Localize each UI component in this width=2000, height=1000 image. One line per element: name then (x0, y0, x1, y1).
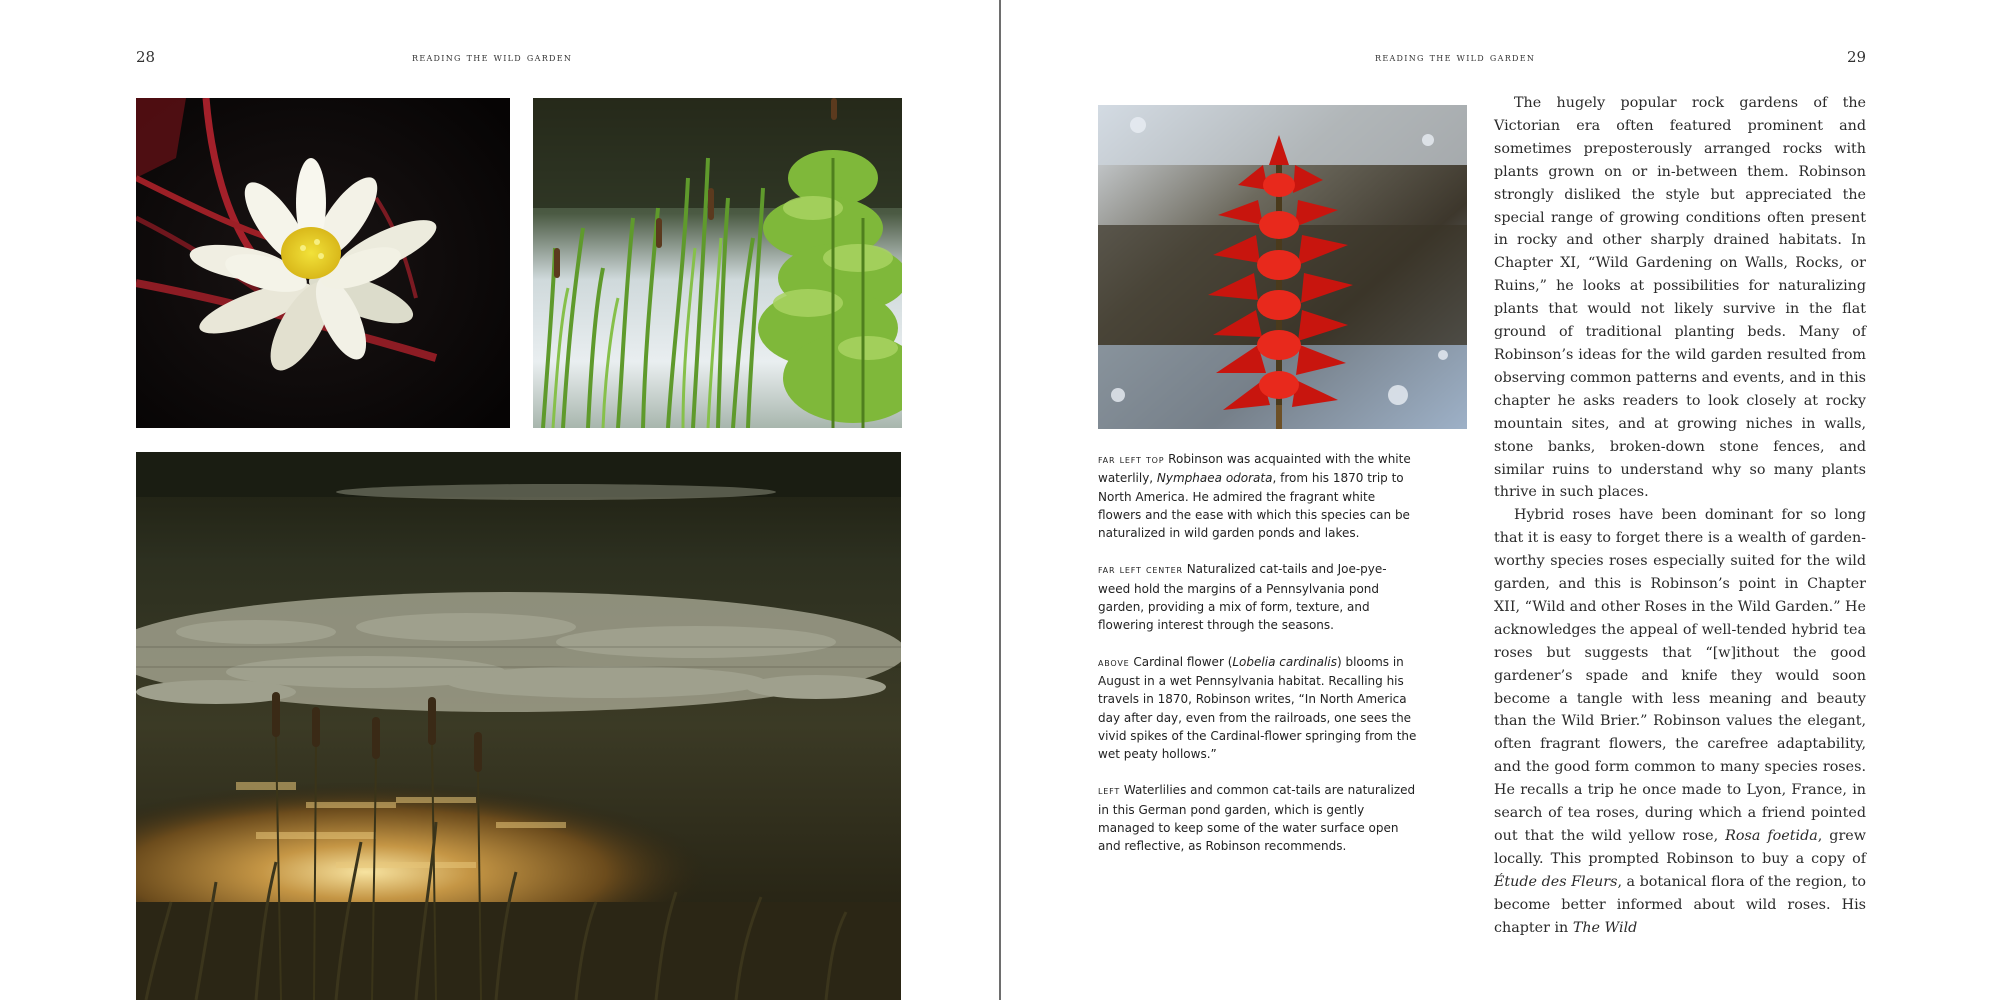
species-name: Rosa foetida (1725, 828, 1818, 844)
right-page (1001, 0, 2000, 1000)
caption-text: Robinson was acquainted with the white waterlily, (1098, 452, 1411, 486)
caption-label: left (1098, 784, 1121, 798)
caption-label: above (1098, 655, 1130, 669)
caption-left (1098, 781, 1418, 855)
caption-species-name: Lobelia cardinalis (1232, 654, 1337, 669)
paragraph-text: Hybrid roses have been dominant for so long that it is easy to forget there is a wealth of garden-worthy species roses especially suited for the wild garden, and this is Robinson’s point in Chapter XII, “Wild and other Roses in the Wild Garden.” He acknowledges the appeal of well-tended hybrid tea roses but suggests that “[w]ithout the good gardener’s spade and knife they would soon become a tangle with less meaning and beauty than the Wild Brier.” Robinson values the elegant, often fragrant flowers, the carefree adaptability, and the good form common to many species roses. He recalls a trip he once made to Lyon, France, in search of tea roses, during which a friend pointed out that the wild yellow rose, (1494, 507, 1866, 844)
body-text-column (1494, 92, 1866, 940)
paragraph-text: The hugely popular rock gardens of the Victorian era often featured prominent and sometimes preposterously arranged rocks with plants grown on or in-between them. Robinson strongly disliked the style but appreciated the special range of growing conditions often present in rocky and other sharply drained habitats. In Chapter XI, “Wild Gardening on Walls, Rocks, or Ruins,” he looks at possibilities for naturalizing plants that would not likely survive in the flat ground of traditional planting beds. Many of Robinson’s ideas for the wild garden resulted from observing common patterns and events, and in this chapter he asks readers to look closely at rocky mountain sites, and at growing niches in walls, stone banks, broken-down stone fences, and similar ruins to understand why so many plants thrive in such places. (1494, 95, 1867, 501)
cardinal-flower-photo (1098, 105, 1467, 429)
left-page (0, 0, 999, 1000)
caption-above (1098, 653, 1418, 764)
caption-species-name: Nymphaea odorata (1156, 471, 1273, 486)
page-number-left: 28 (136, 48, 156, 66)
caption-text: Waterlilies and common cat-tails are naturalized in this German pond garden, which is gently managed to keep some of the water surface open and reflective, as Robinson recommends. (1098, 783, 1416, 854)
page-number-right: 29 (1847, 48, 1867, 66)
caption-label: far left center (1098, 563, 1183, 577)
caption-label: far left top (1098, 453, 1165, 466)
body-paragraph (1494, 92, 1866, 504)
caption-text: Cardinal flower ( (1129, 654, 1233, 669)
book-title: Étude des Fleurs (1494, 873, 1618, 890)
photo-captions (1098, 450, 1418, 874)
waterlily-photo (136, 98, 510, 428)
paragraph-text: , grew locally. This prompted Robinson to buy a copy of (1494, 828, 1866, 867)
caption-text: ) blooms in August in a wet Pennsylvania habitat. Recalling his travels in 1870, Robinson writes, “In North America day after day, even from the railroads, one sees the vivid spikes of the Cardinal-flower springing from the wet peaty hollows.” (1098, 654, 1417, 762)
body-paragraph (1494, 504, 1866, 939)
caption-far-left-center (1098, 560, 1418, 634)
paragraph-text: , a botanical flora of the region, to become better informed about wild roses. His chapter in (1494, 873, 1866, 936)
book-title: The Wild (1572, 919, 1638, 936)
cattails-photo (533, 98, 902, 428)
pond-photo (136, 452, 901, 1000)
caption-text: , from his 1870 trip to North America. He admired the fragrant white flowers and the ease with which this species can be naturalized in wild garden ponds and lakes. (1098, 471, 1410, 541)
running-head-left: reading the wild garden (412, 50, 573, 64)
caption-far-left-top (1098, 450, 1418, 542)
running-head-right: reading the wild garden (1375, 50, 1536, 64)
caption-text: Naturalized cat-tails and Joe-pye-weed hold the margins of a Pennsylvania pond garden, providing a mix of form, texture, and flowering interest through the seasons. (1098, 562, 1387, 633)
